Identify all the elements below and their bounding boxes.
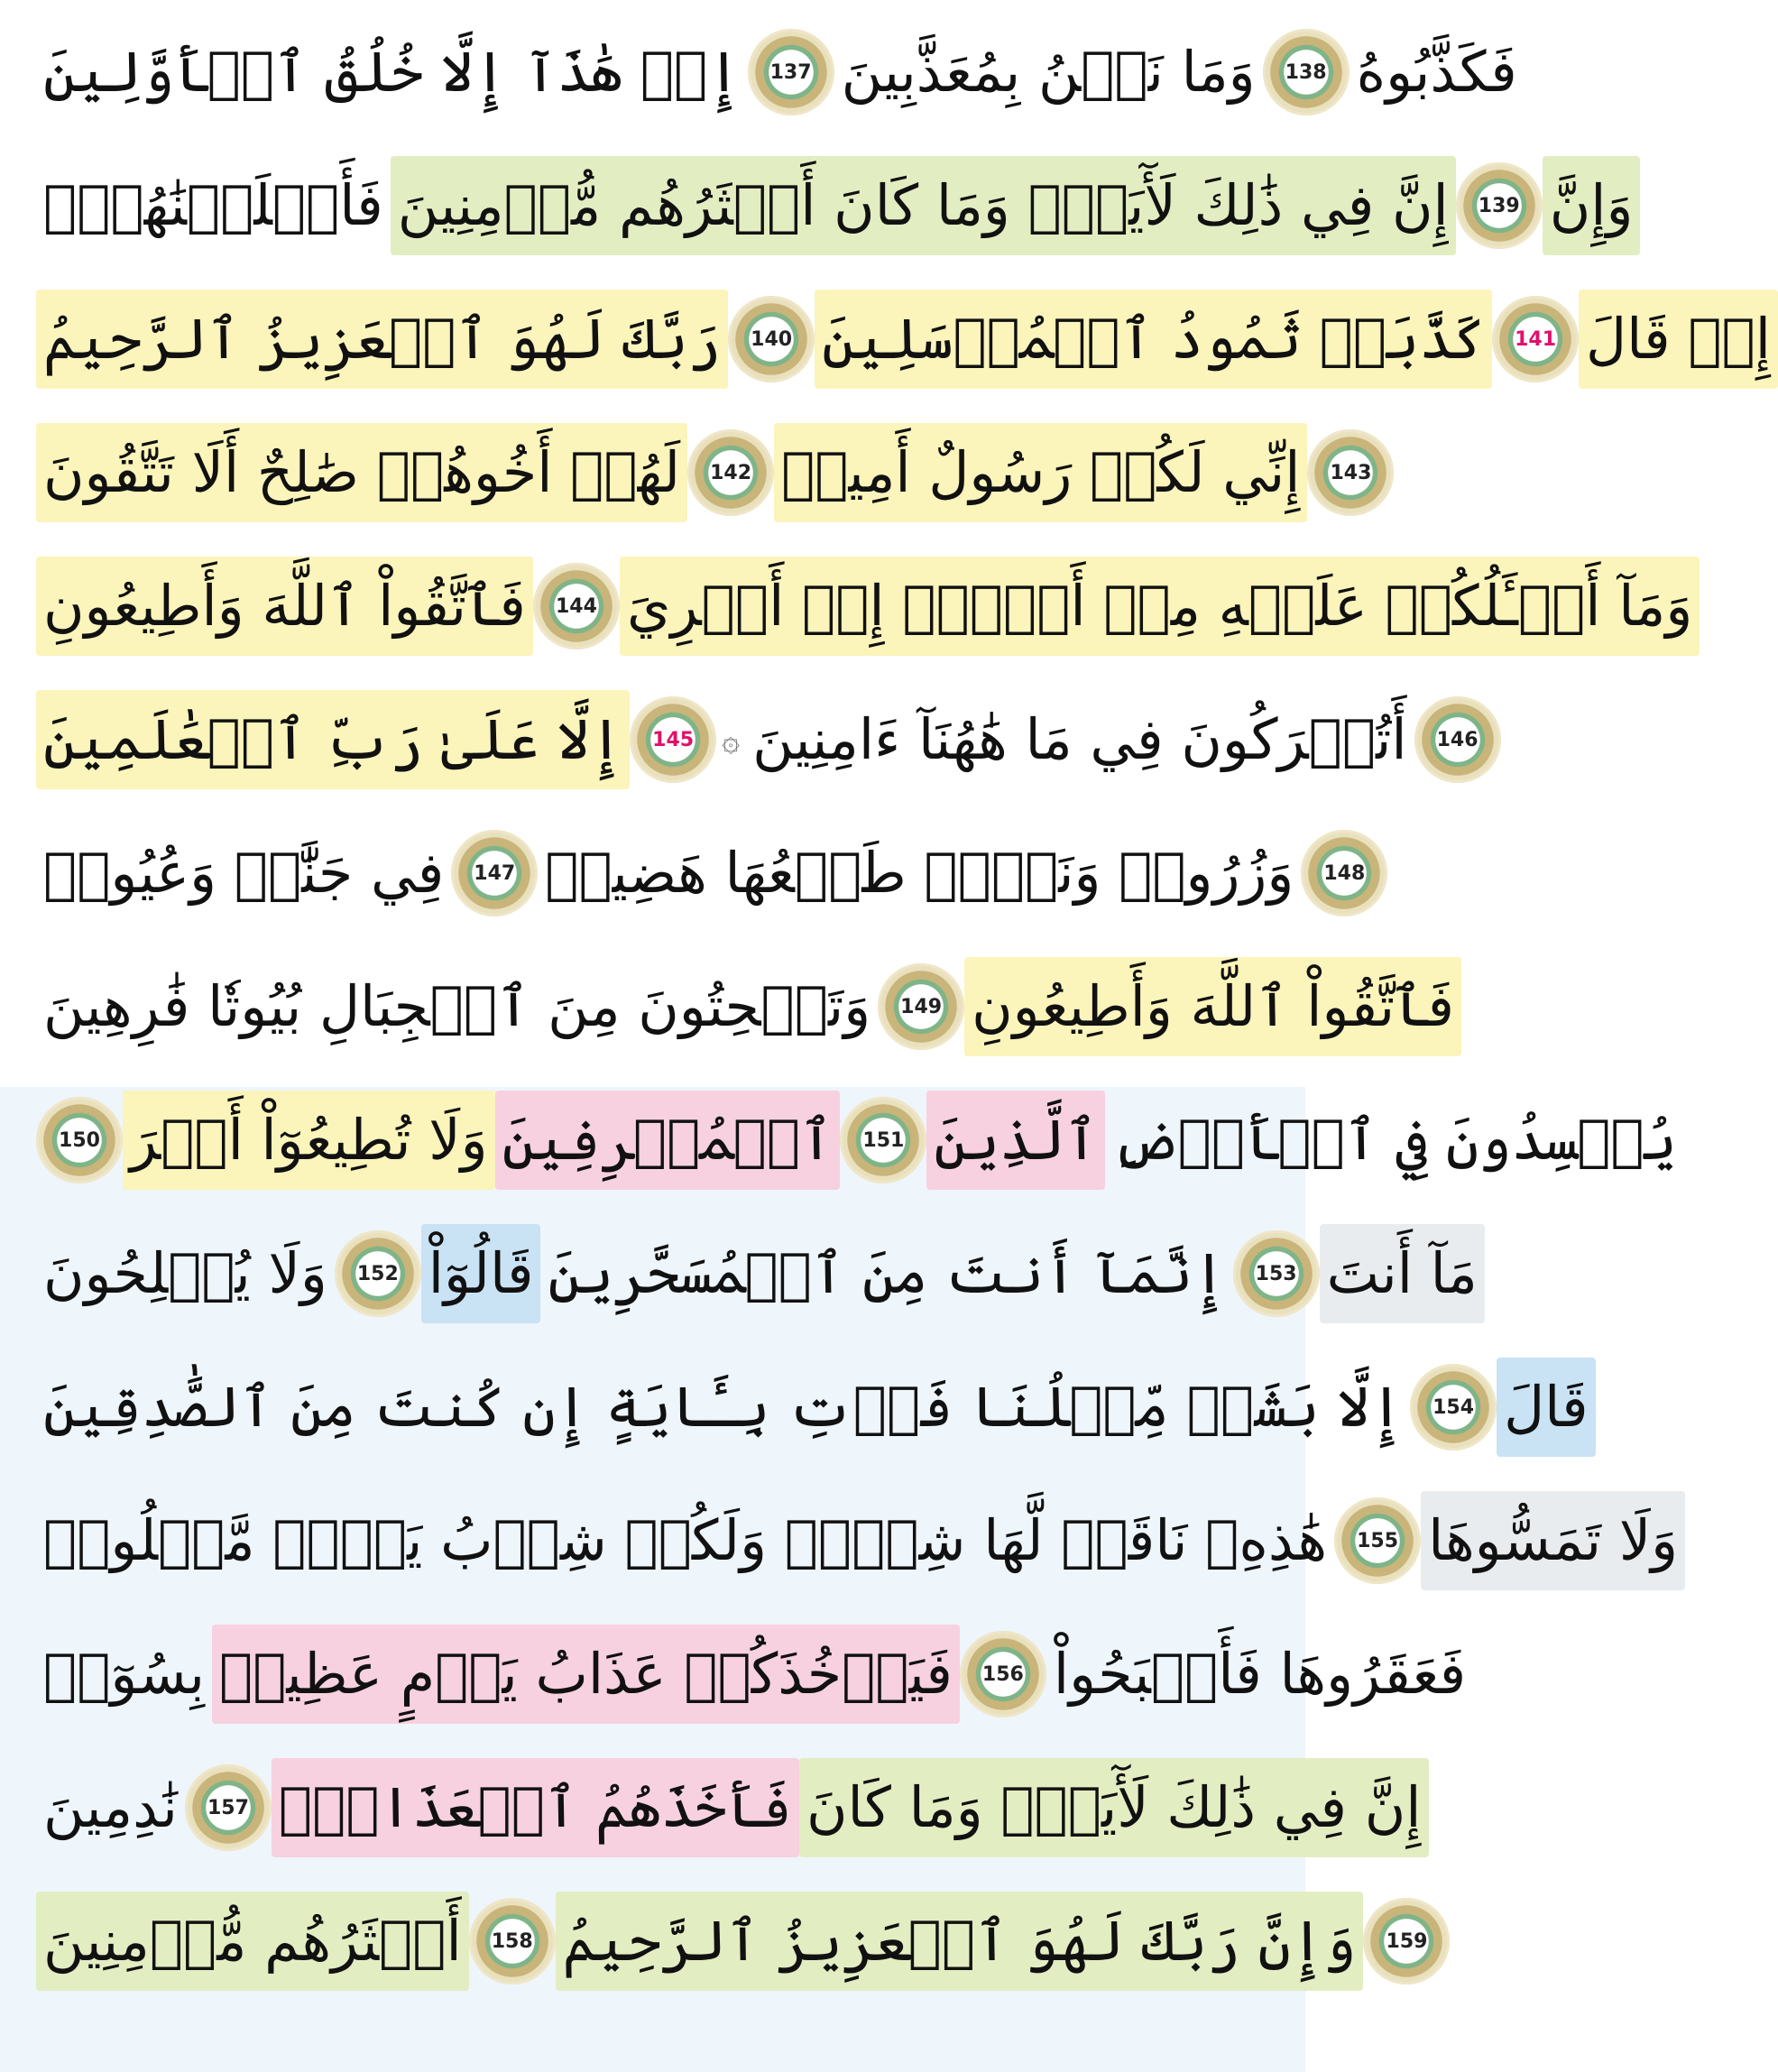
verse-text: مَآ أَنتَ	[1320, 1224, 1485, 1323]
ayah-number-marker	[1307, 429, 1394, 516]
text-line	[36, 23, 1517, 122]
verse-text: ٱلَّذِينَ	[926, 1091, 1105, 1190]
ayah-number: 148	[1323, 861, 1366, 885]
ayah-number-marker	[748, 29, 834, 115]
ayah-number: 153	[1255, 1262, 1297, 1285]
verse-text: إِنِّي لَكُمۡ رَسُولٌ أَمِينٞ	[774, 423, 1307, 522]
verse-text: إِنَّ فِي ذَٰلِكَ لَأٓيَةٗۖ وَمَا كَانَ	[799, 1758, 1429, 1857]
verse-text: لَهُمۡ أَخُوهُمۡ صَٰلِحٌ أَلَا تَتَّقُونَ	[36, 423, 687, 522]
ayah-number: 147	[474, 861, 516, 885]
verse-text: هَٰذِهِۦ نَاقَةٞ لَّهَا شِرۡبٞ وَلَكُمۡ شِرۡبُ يَوۡمٖ مَّعۡلُومٖ	[43, 1507, 1328, 1573]
ayah-number-marker	[687, 429, 774, 516]
text-line	[36, 1358, 1589, 1457]
ayah-number-marker	[728, 296, 815, 382]
verse-text: فَأَهۡلَكۡنَٰهُمۡۚ	[43, 172, 383, 238]
ayah-number-marker	[1233, 1230, 1320, 1317]
verse-text: وَلَا تَمَسُّوهَا	[1421, 1491, 1685, 1590]
verse-text: إِنۡ هَٰذَآ إِلَّا خُلُقُ ٱلۡأَوَّلِينَ	[43, 39, 741, 105]
verse-text: بِسُوٓءٖ	[43, 1641, 206, 1707]
ayah-number-marker	[840, 1097, 926, 1183]
verse-text: رَبَّكَ لَهُوَ ٱلۡعَزِيزُ ٱلرَّحِيمُ	[36, 290, 728, 389]
text-line	[36, 1625, 1467, 1724]
ayah-number: 146	[1436, 728, 1479, 751]
rub-el-hizb-icon: ۞	[722, 722, 741, 759]
verse-text: أَكۡثَرُهُم مُّؤۡمِنِينَ	[36, 1892, 469, 1991]
text-line	[36, 557, 1693, 656]
ayah-number-marker	[451, 830, 538, 916]
verse-text: فَأَخَذَهُمُ ٱلۡعَذَابُۚ	[272, 1758, 799, 1857]
text-line	[36, 156, 1634, 255]
ayah-number-marker	[1263, 29, 1350, 115]
ayah-number-marker	[36, 1097, 123, 1183]
ayah-number-marker	[1492, 296, 1579, 382]
verse-text: أَتُتۡرَكُونَ فِي مَا هَٰهُنَآ ءَامِنِينَ	[752, 706, 1407, 772]
text-line	[36, 690, 1479, 789]
verse-text: وَإِنَّ رَبَّكَ لَهُوَ ٱلۡعَزِيزُ ٱلرَّحِيمُ	[556, 1892, 1364, 1991]
text-line	[36, 824, 1366, 923]
text-line	[36, 423, 1372, 522]
ayah-number-marker	[630, 696, 716, 783]
verse-text: وَتَنۡحِتُونَ مِنَ ٱلۡجِبَالِ بُيُوتٗا فَٰرِهِينَ	[43, 973, 871, 1039]
ayah-number: 154	[1433, 1395, 1475, 1419]
ayah-number: 151	[862, 1128, 905, 1152]
ayah-number-marker	[878, 963, 964, 1050]
verse-text: كَذَّبَتۡ ثَمُودُ ٱلۡمُرۡسَلِينَ	[815, 290, 1492, 389]
verse-text: فَيَأۡخُذَكُمۡ عَذَابُ يَوۡمٍ عَظِيمٖ	[212, 1625, 960, 1724]
ayah-number: 137	[769, 60, 812, 84]
ayah-number-marker	[1456, 162, 1543, 249]
ayah-number: 150	[59, 1128, 100, 1152]
verse-text: فَعَقَرُوهَا فَأَصۡبَحُواْ	[1053, 1641, 1467, 1707]
ayah-number: 140	[751, 327, 793, 351]
verse-text: إِنَّ فِي ذَٰلِكَ لَأٓيَةٗۖ وَمَا كَانَ أَكۡثَرُهُم مُّؤۡمِنِينَ	[391, 156, 1456, 255]
verse-text: إِنَّمَآ أَنتَ مِنَ ٱلۡمُسَحَّرِينَ	[548, 1240, 1226, 1306]
verse-text: وَإِنَّ	[1543, 156, 1641, 255]
ayah-number: 159	[1386, 1929, 1428, 1953]
ayah-number: 141	[1515, 327, 1557, 351]
text-line	[36, 1091, 1677, 1190]
ayah-number: 156	[981, 1662, 1024, 1686]
verse-text: وَزُرُوعٖ وَنَخۡلٖ طَلۡعُهَا هَضِيمٞ	[545, 840, 1294, 906]
verse-text: إِلَّا عَلَىٰ رَبِّ ٱلۡعَٰلَمِينَ	[36, 690, 630, 789]
verse-text: وَمَا نَحۡنُ بِمُعَذَّبِينَ	[841, 39, 1256, 105]
verse-text: إِلَّا بَشَرٞ مِّثۡلُنَا فَأۡتِ بِـَٔايَةٍ إِن كُنتَ مِنَ ٱلصَّٰدِقِينَ	[43, 1374, 1404, 1440]
ayah-number-marker	[1410, 1364, 1497, 1450]
text-line	[36, 1224, 1478, 1323]
ayah-number: 155	[1357, 1529, 1399, 1552]
text-line	[36, 1892, 1428, 1991]
verse-text: يُفۡسِدُونَ فِي ٱلۡأَرۡضِ	[1112, 1107, 1677, 1173]
verse-text: قَالَ	[1497, 1358, 1596, 1457]
ayah-number-marker	[185, 1764, 272, 1851]
ayah-number-marker	[335, 1230, 421, 1317]
verse-text: قَالُوٓاْ	[421, 1224, 541, 1323]
ayah-number: 144	[555, 594, 597, 618]
text-line	[36, 290, 1771, 389]
verse-text: وَلَا تُطِيعُوٓاْ أَمۡرَ	[123, 1091, 495, 1190]
verse-text: نَٰدِمِينَ	[43, 1774, 178, 1840]
ayah-number: 149	[900, 995, 943, 1018]
ayah-number: 142	[710, 461, 752, 484]
ayah-number-marker	[1334, 1497, 1421, 1584]
verse-text: فَكَذَّبُوهُ	[1356, 39, 1517, 105]
text-line	[36, 1491, 1679, 1590]
ayah-number: 145	[652, 728, 695, 751]
ayah-number: 158	[491, 1929, 533, 1953]
ayah-number: 143	[1330, 461, 1372, 484]
verse-text: فَٱتَّقُواْ ٱللَّهَ وَأَطِيعُونِ	[964, 957, 1461, 1056]
text-line	[36, 1758, 1422, 1857]
verse-text: وَمَآ أَسۡـَٔلُكُمۡ عَلَيۡهِ مِنۡ أَجۡرٍۖ إِنۡ أَجۡرِيَ	[620, 557, 1700, 656]
ayah-number: 157	[207, 1796, 249, 1819]
verse-text: فِي جَنَّٰتٖ وَعُيُونٖ	[43, 840, 445, 906]
verse-text: إِذۡ قَالَ	[1579, 290, 1778, 389]
ayah-number-marker	[960, 1631, 1046, 1717]
ayah-number: 139	[1478, 194, 1520, 217]
verse-text: وَلَا يُصۡلِحُونَ	[43, 1240, 327, 1306]
ayah-number-marker	[533, 563, 620, 649]
text-line	[36, 957, 1455, 1056]
ayah-number-marker	[1301, 830, 1387, 916]
ayah-number: 138	[1285, 60, 1327, 84]
ayah-number-marker	[1414, 696, 1501, 783]
verse-text: فَٱتَّقُواْ ٱللَّهَ وَأَطِيعُونِ	[36, 557, 533, 656]
ayah-number-marker	[469, 1898, 556, 1985]
ayah-number-marker	[1363, 1898, 1450, 1985]
verse-text: ٱلۡمُسۡرِفِينَ	[495, 1091, 841, 1190]
ayah-number: 152	[356, 1262, 399, 1285]
